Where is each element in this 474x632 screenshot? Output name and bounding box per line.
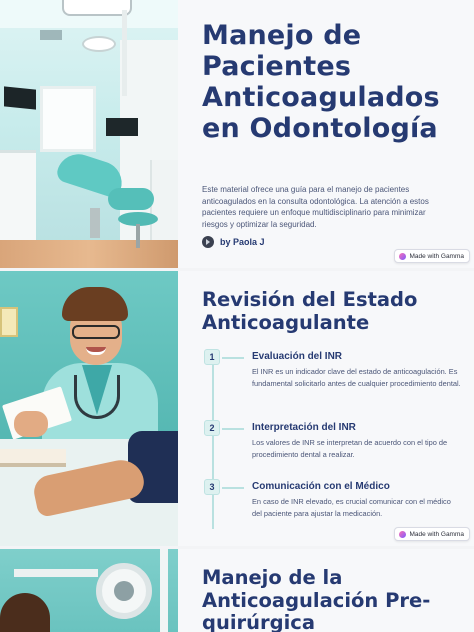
step-title: Evaluación del INR	[252, 351, 343, 362]
dentist-photo	[0, 271, 178, 546]
badge-label: Made with Gamma	[409, 530, 464, 538]
step-number: 1	[204, 349, 220, 365]
gamma-logo-icon	[399, 253, 406, 260]
gamma-logo-icon	[399, 531, 406, 538]
section-title: Manejo de la Anticoagulación Pre-quirúrgica	[202, 566, 431, 632]
step-description: En caso de INR elevado, es crucial comunicar con el médico del paciente para ajustar la medicación.	[252, 497, 451, 518]
intro-paragraph: Este material ofrece una guía para el manejo de pacientes anticoagulados en la consulta odontológica. La atención a estos pacientes requiere un enfoque multidisciplinario para minimizar riesgos y optimizar la seguridad.	[202, 185, 429, 229]
step-title: Interpretación del INR	[252, 422, 356, 433]
made-with-gamma-button[interactable]	[394, 249, 470, 263]
timeline-line	[212, 353, 214, 529]
step-number: 2	[204, 420, 220, 436]
step-title: Comunicación con el Médico	[252, 481, 390, 492]
slide-revision	[0, 271, 474, 546]
section-title: Revisión del Estado Anticoagulante	[202, 288, 418, 334]
slide-cover	[0, 0, 474, 268]
dental-equipment-photo	[0, 549, 178, 632]
revision-text-panel	[178, 271, 474, 546]
page-title: Manejo de Pacientes Anticoagulados en Odontología	[202, 20, 440, 144]
cover-text-panel	[178, 0, 474, 268]
avatar-icon	[202, 236, 214, 248]
step-description: El INR es un indicador clave del estado de anticoagulación. Es fundamental solicitarlo antes de cualquier procedimiento dental.	[252, 367, 461, 388]
step-description: Los valores de INR se interpretan de acuerdo con el tipo de procedimiento dental a realizar.	[252, 438, 448, 459]
made-with-gamma-button[interactable]	[394, 527, 470, 541]
badge-label: Made with Gamma	[409, 252, 464, 260]
author-name: by Paola J	[220, 237, 265, 247]
slide-prequirurgica	[0, 549, 474, 632]
author-line	[202, 236, 265, 248]
prequirurgica-text-panel	[178, 549, 474, 632]
dental-office-photo	[0, 0, 178, 268]
step-number: 3	[204, 479, 220, 495]
